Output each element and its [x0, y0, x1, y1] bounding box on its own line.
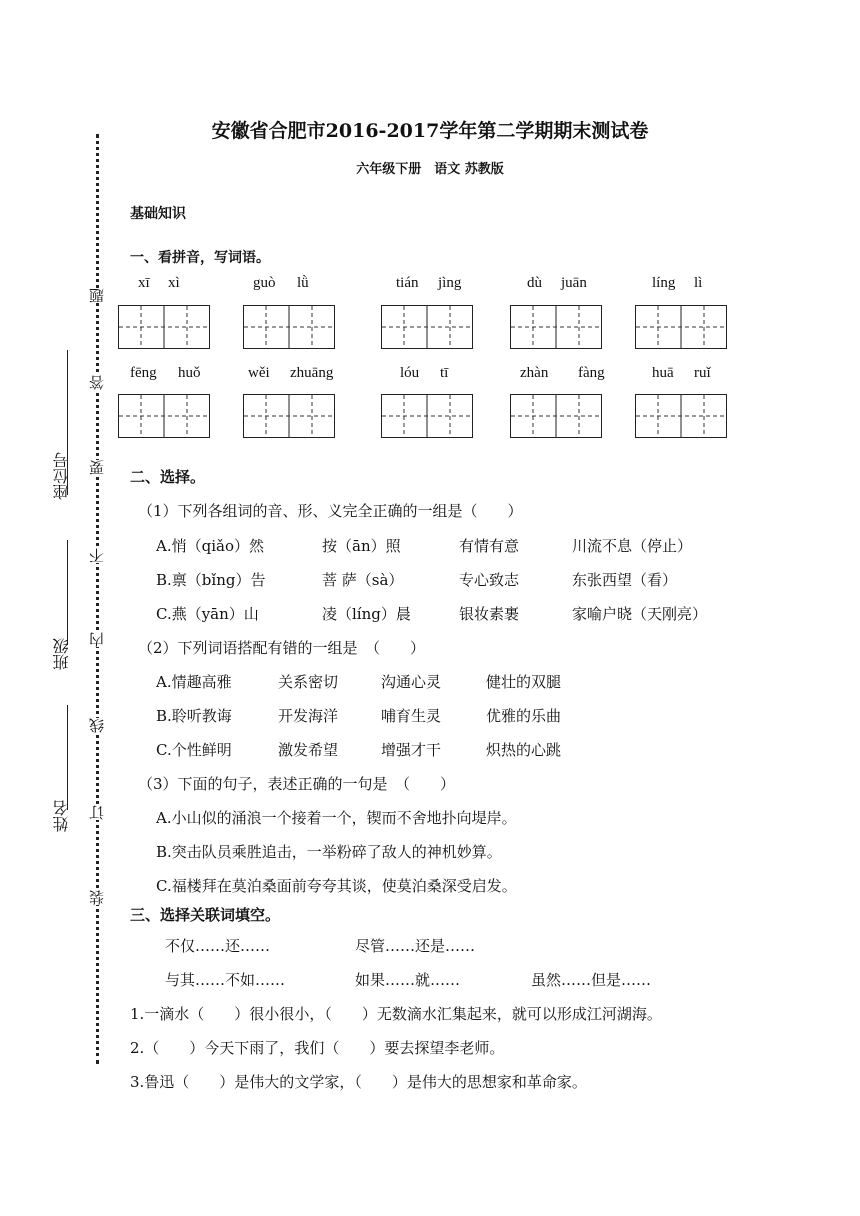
binding-char: 要 — [88, 460, 106, 475]
writing-grid-lines — [635, 305, 727, 349]
pinyin: huǒ — [178, 365, 201, 381]
binding-char: 不 — [88, 548, 106, 563]
q2-1-option-c: 凌（líng）晨 — [322, 605, 411, 623]
q3-item: 2.（ ）今天下雨了，我们（ ）要去探望李老师。 — [130, 1039, 505, 1057]
pinyin: juān — [561, 275, 587, 291]
pinyin: lǜ — [297, 275, 309, 291]
pinyin: huā — [652, 365, 674, 381]
q2-2-option-c[interactable]: C.个性鲜明 — [156, 741, 232, 759]
writing-grid-lines — [243, 305, 335, 349]
q2-1-stem: （1）下列各组词的音、形、义完全正确的一组是（ ） — [138, 502, 523, 520]
seat-number-label: 座位号 — [52, 452, 71, 500]
pinyin: xì — [168, 275, 180, 291]
writing-grid-lines — [243, 394, 335, 438]
class-label: 班级 — [52, 638, 71, 670]
binding-char: 答 — [88, 375, 106, 390]
q3-option: 虽然……但是…… — [531, 971, 652, 989]
q2-1-option-a[interactable]: A.悄（qiǎo）然 — [156, 537, 264, 555]
q3-option: 与其……不如…… — [165, 971, 286, 989]
writing-grid-lines — [118, 305, 210, 349]
writing-grid-lines — [118, 394, 210, 438]
pinyin: tī — [440, 365, 449, 381]
q3-option: 尽管……还是…… — [355, 937, 476, 955]
q2-1-option-b: 东张西望（看） — [572, 571, 678, 589]
writing-grid[interactable] — [635, 394, 727, 438]
q2-3-stem: （3）下面的句子，表述正确的一句是 （ ） — [138, 775, 456, 793]
q2-3-option-c[interactable]: C.福楼拜在莫泊桑面前夸夸其谈，使莫泊桑深受启发。 — [156, 877, 517, 895]
writing-grid[interactable] — [118, 305, 210, 349]
q2-2-option-a[interactable]: A.情趣高雅 — [156, 673, 232, 691]
q2-3-option-a[interactable]: A.小山似的涌浪一个接着一个，锲而不舍地扑向堤岸。 — [156, 809, 517, 827]
pinyin: ruǐ — [694, 365, 711, 381]
binding-char: 线 — [88, 718, 106, 733]
binding-dotted-line — [96, 134, 99, 1064]
pinyin: lì — [694, 275, 703, 291]
page-title: 安徽省合肥市2016-2017学年第二学期期末测试卷 — [211, 120, 649, 142]
q1-heading: 一、看拼音，写词语。 — [130, 250, 270, 266]
q2-2-stem: （2）下列词语搭配有错的一组是 （ ） — [138, 639, 426, 657]
page-subtitle: 六年级下册 语文 苏教版 — [356, 162, 504, 177]
pinyin: tián — [396, 275, 419, 291]
pinyin: líng — [652, 275, 676, 291]
q3-heading: 三、选择关联词填空。 — [130, 906, 281, 924]
pinyin: lóu — [400, 365, 420, 381]
q2-2-option-b: 开发海洋 — [278, 707, 339, 725]
binding-char: 内 — [88, 632, 106, 647]
q2-2-option-a: 关系密切 — [278, 673, 339, 691]
q2-2-option-b: 优雅的乐曲 — [486, 707, 562, 725]
pinyin: fàng — [578, 365, 605, 381]
q3-option: 不仅……还…… — [165, 937, 271, 955]
name-label: 姓名 — [52, 800, 71, 832]
writing-grid-lines — [510, 305, 602, 349]
pinyin: wěi — [248, 365, 270, 381]
pinyin: zhàn — [520, 365, 549, 381]
writing-grid-lines — [381, 305, 473, 349]
q2-2-option-c: 炽热的心跳 — [486, 741, 562, 759]
writing-grid[interactable] — [381, 305, 473, 349]
pinyin: xī — [138, 275, 150, 291]
q2-1-option-b: 专心致志 — [459, 571, 520, 589]
q2-1-option-b: 菩 萨（sà） — [322, 571, 404, 589]
q3-item: 1.一滴水（ ）很小很小，（ ）无数滴水汇集起来，就可以形成江河湖海。 — [130, 1005, 662, 1023]
q2-2-option-a: 健壮的双腿 — [486, 673, 562, 691]
q2-1-option-c: 银妆素裹 — [459, 605, 520, 623]
writing-grid[interactable] — [243, 394, 335, 438]
q2-1-option-a: 按（ān）照 — [322, 537, 401, 555]
binding-char: 装 — [88, 890, 106, 905]
q3-item: 3.鲁迅（ ）是伟大的文学家，（ ）是伟大的思想家和革命家。 — [130, 1073, 587, 1091]
section-basic-heading: 基础知识 — [130, 206, 186, 222]
q2-1-option-a: 川流不息（停止） — [572, 537, 693, 555]
writing-grid[interactable] — [243, 305, 335, 349]
writing-grid-lines — [510, 394, 602, 438]
q2-1-option-c[interactable]: C.燕（yān）山 — [156, 605, 259, 623]
pinyin: dù — [527, 275, 542, 291]
q2-1-option-a: 有情有意 — [459, 537, 520, 555]
writing-grid[interactable] — [635, 305, 727, 349]
class-line — [67, 540, 68, 645]
q2-2-option-c: 增强才干 — [381, 741, 442, 759]
q2-1-option-c: 家喻户晓（天刚亮） — [572, 605, 708, 623]
writing-grid[interactable] — [510, 305, 602, 349]
pinyin: fēng — [130, 365, 157, 381]
q2-heading: 二、选择。 — [130, 468, 206, 486]
q2-2-option-c: 激发希望 — [278, 741, 339, 759]
binding-char: 题 — [88, 288, 106, 303]
pinyin: jìng — [438, 275, 462, 291]
writing-grid[interactable] — [381, 394, 473, 438]
writing-grid-lines — [381, 394, 473, 438]
q2-2-option-a: 沟通心灵 — [381, 673, 442, 691]
binding-char: 订 — [88, 805, 106, 820]
pinyin: zhuāng — [290, 365, 334, 381]
q2-3-option-b[interactable]: B.突击队员乘胜追击，一举粉碎了敌人的神机妙算。 — [156, 843, 502, 861]
q2-2-option-b: 哺育生灵 — [381, 707, 442, 725]
q3-option: 如果……就…… — [355, 971, 461, 989]
q2-2-option-b[interactable]: B.聆听教诲 — [156, 707, 232, 725]
writing-grid[interactable] — [118, 394, 210, 438]
writing-grid-lines — [635, 394, 727, 438]
pinyin: guò — [253, 275, 276, 291]
q2-1-option-b[interactable]: B.禀（bǐng）告 — [156, 571, 266, 589]
writing-grid[interactable] — [510, 394, 602, 438]
name-line — [67, 705, 68, 810]
